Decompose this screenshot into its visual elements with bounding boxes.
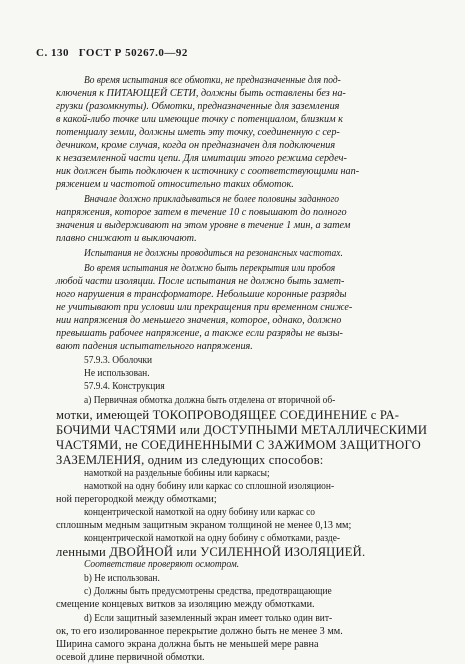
text-line: ного нарушения в трансформаторе. Небольшие коронные разряды bbox=[56, 289, 347, 300]
text-line: любой части изоляции. После испытания не должно быть замет- bbox=[56, 276, 345, 287]
text-line: ок, то его изолированное перекрытие должно быть не менее 3 мм. bbox=[56, 626, 343, 637]
text-line: намоткой на раздельные бобины или каркасы; bbox=[84, 468, 270, 479]
text-line: нии напряжения до меньшего значения, которое, однако, должно bbox=[56, 315, 342, 326]
text-line: b) Не использован. bbox=[84, 573, 160, 584]
text-line: d) Если защитный заземленный экран имеет только один вит- bbox=[84, 613, 333, 624]
page-number: С. 130 bbox=[36, 47, 69, 59]
text-line: ник должен быть подключен к источнику с соответствующими нап- bbox=[56, 166, 360, 177]
text-line: Испытания не должны проводиться на резонансных частотах. bbox=[84, 248, 343, 259]
text-line: мотки, имеющей ТОКОПРОВОДЯЩЕЕ СОЕДИНЕНИЕ с РА- bbox=[56, 408, 400, 422]
text-line: ключения к ПИТАЮЩЕЙ СЕТИ, должны быть оставлены без на- bbox=[56, 88, 346, 99]
text-line: концентрической намоткой на одну бобину или каркас со bbox=[84, 507, 315, 518]
text-line: а) Первичная обмотка должна быть отделена от вторичной об- bbox=[84, 395, 336, 406]
text-line: Во время испытания не должно быть перекрытия или пробоя bbox=[84, 263, 336, 274]
text-line: дечником, кроме случая, когда он предназначен для подключения bbox=[56, 140, 336, 151]
text-line: смещение концевых витков за изоляцию между обмотками. bbox=[56, 599, 315, 610]
text-line: БОЧИМИ ЧАСТЯМИ или ДОСТУПНЫМИ МЕТАЛЛИЧЕСКИМИ bbox=[56, 423, 428, 437]
text-line: ЧАСТЯМИ, не СОЕДИНЕННЫМИ С ЗАЖИМОМ ЗАЩИТНОГО bbox=[56, 438, 421, 452]
text-line: к незаземленной части цепи. Для имитации этого режима сердеч- bbox=[56, 153, 347, 164]
text-line: 57.9.4. Конструкция bbox=[84, 381, 165, 392]
text-line: не учитывают при условии или прекращения при временном сниже- bbox=[56, 302, 353, 313]
text-line: Вначале должно прикладываться не более половины заданного bbox=[84, 194, 339, 205]
text-line: с) Должны быть предусмотрены средства, предотвращающие bbox=[84, 586, 332, 597]
text-line: Во время испытания все обмотки, не предназначенные для под- bbox=[84, 75, 341, 86]
text-line: 57.9.3. Оболочки bbox=[84, 355, 153, 366]
text-line: вают падения испытательного напряжения. bbox=[56, 341, 253, 352]
text-line: плавно снижают и выключают. bbox=[56, 233, 197, 244]
text-line: в какой-либо точке или имеющие точку с потенциалом, близким к bbox=[56, 114, 343, 125]
text-line: ной перегородкой между обмотками; bbox=[56, 494, 217, 505]
text-line: превышать рабочее напряжение, а также если разряды не вызы- bbox=[56, 328, 343, 339]
text-line: Соответствие проверяют осмотром. bbox=[84, 559, 240, 570]
text-line: осевой длине первичной обмотки. bbox=[56, 652, 205, 663]
text-line: Ширина самого экрана должна быть не меньшей мере равна bbox=[56, 639, 319, 650]
text-line: потенциалу земли, должны иметь эту точку, соединенную с сер- bbox=[56, 127, 340, 138]
standard-number: ГОСТ Р 50267.0—92 bbox=[78, 47, 188, 59]
text-line: ленными ДВОЙНОЙ или УСИЛЕННОЙ ИЗОЛЯЦИЕЙ. bbox=[56, 545, 366, 559]
text-line: концентрической намоткой на одну бобину с обмотками, разде- bbox=[84, 533, 341, 544]
page-header bbox=[36, 47, 188, 59]
text-line: грузки (разомкнуты). Обмотки, предназначенные для заземления bbox=[56, 101, 340, 112]
text-line: намоткой на одну бобину или каркас со сплошной изоляцион- bbox=[84, 481, 335, 492]
text-line: ряжением и частотой относительно таких обмоток. bbox=[56, 179, 294, 190]
text-line: напряжения, которое затем в течение 10 с повышают до полного bbox=[56, 207, 347, 218]
text-line: Не использован. bbox=[84, 368, 150, 379]
text-line: сплошным медным защитным экраном толщиной не менее 0,13 мм; bbox=[56, 520, 352, 531]
text-line: значения и выдерживают на этом уровне в течение 1 мин, а затем bbox=[56, 220, 351, 231]
text-line: ЗАЗЕМЛЕНИЯ, одним из следующих способов: bbox=[56, 453, 324, 467]
